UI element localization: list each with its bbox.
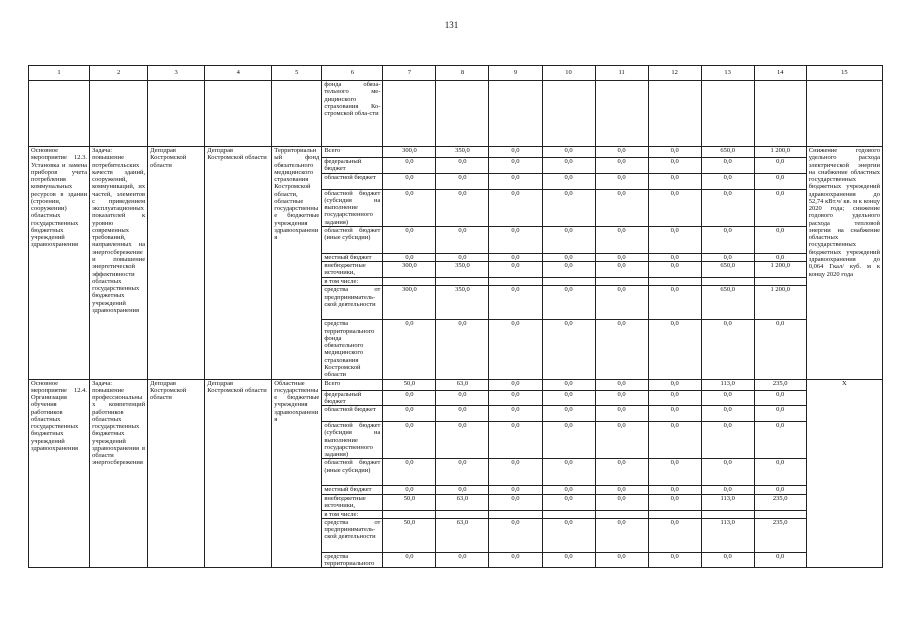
funding-value: 0,0 (648, 518, 701, 552)
funding-source: в том числе: (322, 278, 383, 286)
header-cell: 10 (542, 66, 595, 81)
funding-value: 650,0 (701, 286, 754, 320)
funding-source: в том числе: (322, 510, 383, 518)
funding-value: 0,0 (648, 189, 701, 226)
funding-source: Всего (322, 379, 383, 390)
funding-value: 0,0 (595, 459, 648, 486)
funding-value: 0,0 (383, 406, 436, 422)
funding-value: 235,0 (754, 494, 806, 510)
funding-value: 0,0 (595, 189, 648, 226)
funding-value: 0,0 (489, 422, 542, 459)
funding-value (542, 510, 595, 518)
funding-value: 235,0 (754, 379, 806, 390)
funding-value: 0,0 (542, 226, 595, 253)
funding-value: 113,0 (701, 379, 754, 390)
funding-value: 0,0 (701, 253, 754, 261)
funding-value: 0,0 (489, 189, 542, 226)
funding-source: федеральный бюджет (322, 390, 383, 406)
funding-value: 0,0 (542, 189, 595, 226)
funding-value: 0,0 (383, 226, 436, 253)
funding-value: 0,0 (701, 552, 754, 568)
block1-c5: Территориальный фонд обязательного медицинского страхования Костромской области, областные государственные бюджетные учреждения здравоохранения (272, 147, 322, 380)
funding-value (436, 510, 489, 518)
funding-value: 50,0 (383, 494, 436, 510)
funding-value: 0,0 (754, 552, 806, 568)
funding-value: 0,0 (648, 406, 701, 422)
funding-value: 0,0 (701, 320, 754, 379)
funding-value: 0,0 (648, 390, 701, 406)
funding-value (595, 278, 648, 286)
header-cell: 12 (648, 66, 701, 81)
funding-value: 0,0 (648, 158, 701, 174)
funding-value: 0,0 (754, 486, 806, 494)
header-cell: 15 (806, 66, 882, 81)
funding-value: 0,0 (701, 173, 754, 189)
funding-value: 0,0 (754, 253, 806, 261)
funding-value: 0,0 (489, 286, 542, 320)
funding-value: 0,0 (489, 406, 542, 422)
funding-source: областной бюджет (322, 173, 383, 189)
block1-c3: Депздрав Костромской области (148, 147, 205, 380)
funding-value: 0,0 (595, 379, 648, 390)
funding-value: 63,0 (436, 518, 489, 552)
funding-value: 0,0 (648, 494, 701, 510)
funding-value: 300,0 (383, 286, 436, 320)
funding-row (29, 379, 883, 390)
block2-c5: Областные государственные бюджетные учреждения здравоохранения (272, 379, 322, 568)
funding-value: 0,0 (701, 226, 754, 253)
funding-value: 0,0 (595, 320, 648, 379)
funding-value: 0,0 (648, 422, 701, 459)
block1-c2: Задача: повышение потребительских качеств зданий, сооружений, коммуникаций, их частей, элементов с приведением эксплуатационных показателей к уровню современных требований, направленных на энергосбережение и повышение энергетической эффективности областных государственных бюджетных учреждений здравоохранения (90, 147, 148, 380)
funding-value: 0,0 (489, 158, 542, 174)
funding-value: 0,0 (436, 173, 489, 189)
funding-value: 0,0 (648, 486, 701, 494)
funding-source: областной бюджет (субсидия на выполнение государственного задания) (322, 422, 383, 459)
funding-value: 0,0 (542, 459, 595, 486)
cell (148, 81, 205, 147)
funding-value: 0,0 (489, 147, 542, 158)
cell (383, 81, 436, 147)
header-cell: 14 (754, 66, 806, 81)
funding-value: 0,0 (489, 494, 542, 510)
funding-source: местный бюджет (322, 253, 383, 261)
funding-source: внебюджетные источники, (322, 494, 383, 510)
funding-value: 0,0 (542, 406, 595, 422)
funding-value: 0,0 (542, 286, 595, 320)
funding-value: 350,0 (436, 286, 489, 320)
funding-source: средства от предприниматель-ской деятельности (322, 518, 383, 552)
funding-value: 0,0 (489, 320, 542, 379)
funding-value: 0,0 (436, 158, 489, 174)
funding-value: 0,0 (542, 390, 595, 406)
funding-source: областной бюджет (иные субсидии) (322, 459, 383, 486)
cell (29, 81, 90, 147)
funding-value: 113,0 (701, 494, 754, 510)
funding-value: 0,0 (754, 320, 806, 379)
cell (595, 81, 648, 147)
header-cell: 7 (383, 66, 436, 81)
funding-value: 0,0 (489, 459, 542, 486)
cell (272, 81, 322, 147)
funding-value: 0,0 (542, 262, 595, 278)
block2-c3: Депздрав Костромской области (148, 379, 205, 568)
header-cell: 9 (489, 66, 542, 81)
funding-value: 300,0 (383, 262, 436, 278)
header-cell: 1 (29, 66, 90, 81)
funding-value: 0,0 (436, 422, 489, 459)
funding-value (383, 510, 436, 518)
block1-c4: Депздрав Костромской области (205, 147, 272, 380)
funding-value: 0,0 (648, 262, 701, 278)
funding-value: 0,0 (701, 422, 754, 459)
funding-value: 350,0 (436, 147, 489, 158)
funding-value: 0,0 (436, 320, 489, 379)
funding-value: 0,0 (595, 422, 648, 459)
funding-value: 0,0 (489, 486, 542, 494)
funding-value: 0,0 (595, 518, 648, 552)
funding-value: 0,0 (436, 552, 489, 568)
funding-value: 0,0 (648, 552, 701, 568)
funding-value: 0,0 (383, 422, 436, 459)
funding-source: средства территориального (322, 552, 383, 568)
funding-value: 0,0 (648, 173, 701, 189)
funding-value: 0,0 (489, 173, 542, 189)
funding-value: 0,0 (595, 226, 648, 253)
funding-value (648, 510, 701, 518)
funding-source: Всего (322, 147, 383, 158)
block1-c1: Основное мероприятие 12.3. Установка и замена приборов учета потребления коммунальных ресурсов в здании (строении, сооружении) областных государственных бюджетных учреждений здравоохранения (29, 147, 90, 380)
cell (648, 81, 701, 147)
funding-value: 0,0 (648, 286, 701, 320)
funding-value: 0,0 (595, 253, 648, 261)
funding-value (595, 510, 648, 518)
page-number: 131 (444, 20, 459, 30)
funding-value: 0,0 (648, 379, 701, 390)
funding-value: 113,0 (701, 518, 754, 552)
funding-value: 0,0 (595, 552, 648, 568)
header-cell: 13 (701, 66, 754, 81)
funding-value: 0,0 (595, 406, 648, 422)
funding-value: 0,0 (754, 422, 806, 459)
funding-value: 0,0 (542, 320, 595, 379)
funding-value: 0,0 (595, 262, 648, 278)
funding-value: 0,0 (648, 320, 701, 379)
cell (754, 81, 806, 147)
funding-source: внебюджетные источники, (322, 262, 383, 278)
funding-value: 0,0 (436, 253, 489, 261)
funding-source: областной бюджет (иные субсидии) (322, 226, 383, 253)
funding-value: 0,0 (595, 494, 648, 510)
header-cell: 4 (205, 66, 272, 81)
cell (806, 81, 882, 147)
funding-value: 300,0 (383, 147, 436, 158)
funding-value: 0,0 (383, 320, 436, 379)
funding-value: 650,0 (701, 147, 754, 158)
funding-value (701, 278, 754, 286)
funding-value (383, 278, 436, 286)
funding-source: местный бюджет (322, 486, 383, 494)
funding-value: 0,0 (542, 494, 595, 510)
funding-value: 0,0 (383, 173, 436, 189)
funding-value: 0,0 (595, 173, 648, 189)
funding-value: 1 200,0 (754, 286, 806, 320)
funding-value: 0,0 (754, 226, 806, 253)
header-cell: 2 (90, 66, 148, 81)
cell (205, 81, 272, 147)
funding-value: 0,0 (489, 253, 542, 261)
cell (542, 81, 595, 147)
funding-value: 0,0 (595, 147, 648, 158)
funding-value: 1 200,0 (754, 147, 806, 158)
funding-value: 0,0 (701, 158, 754, 174)
funding-value: 0,0 (648, 147, 701, 158)
funding-value: 0,0 (436, 486, 489, 494)
funding-source: федеральный бюджет (322, 158, 383, 174)
funding-value: 0,0 (489, 518, 542, 552)
funding-value: 0,0 (489, 379, 542, 390)
funding-value: 0,0 (489, 552, 542, 568)
block2-c4: Депздрав Костромской области (205, 379, 272, 568)
funding-value (436, 278, 489, 286)
funding-value: 0,0 (383, 253, 436, 261)
funding-row (29, 147, 883, 158)
funding-source: областной бюджет (субсидия на выполнение государственного задания) (322, 189, 383, 226)
funding-source-cell: фонда обяза-тельного ме-дицинского страхования Ко-стромской обла-сти (322, 81, 383, 147)
funding-value: 0,0 (383, 158, 436, 174)
block2-c2: Задача: повышение профессиональных компетенций работников областных государственных бюджетных учреждений здравоохранения в области энергосбережения (90, 379, 148, 568)
program-table (28, 65, 883, 568)
header-cell: 11 (595, 66, 648, 81)
funding-value: 0,0 (648, 253, 701, 261)
funding-value: 0,0 (754, 406, 806, 422)
funding-value (754, 510, 806, 518)
funding-value: 0,0 (595, 486, 648, 494)
funding-value: 50,0 (383, 518, 436, 552)
block2-result: Х (806, 379, 882, 568)
header-cell: 8 (436, 66, 489, 81)
funding-value (754, 278, 806, 286)
funding-value: 350,0 (436, 262, 489, 278)
funding-value: 0,0 (542, 518, 595, 552)
funding-value: 0,0 (383, 390, 436, 406)
funding-value: 50,0 (383, 379, 436, 390)
header-cell: 5 (272, 66, 322, 81)
funding-value (701, 510, 754, 518)
funding-value: 0,0 (542, 147, 595, 158)
funding-value: 0,0 (542, 173, 595, 189)
funding-value: 0,0 (436, 226, 489, 253)
funding-value: 0,0 (701, 459, 754, 486)
funding-value (489, 278, 542, 286)
header-row (29, 66, 883, 81)
funding-value: 0,0 (383, 552, 436, 568)
block2-c1: Основное мероприятие 12.4. Организация обучения работников областных государственных бюджетных учреждений здравоохранения (29, 379, 90, 568)
funding-value: 0,0 (542, 379, 595, 390)
funding-value: 0,0 (383, 189, 436, 226)
funding-value: 650,0 (701, 262, 754, 278)
funding-value: 0,0 (489, 262, 542, 278)
cell (436, 81, 489, 147)
funding-value: 63,0 (436, 494, 489, 510)
funding-value: 0,0 (754, 390, 806, 406)
funding-value: 235,0 (754, 518, 806, 552)
funding-value: 0,0 (436, 459, 489, 486)
funding-value: 0,0 (754, 459, 806, 486)
funding-value: 0,0 (542, 552, 595, 568)
funding-value: 63,0 (436, 379, 489, 390)
funding-value (542, 278, 595, 286)
funding-value: 0,0 (489, 390, 542, 406)
funding-value: 0,0 (701, 189, 754, 226)
funding-source: областной бюджет (322, 406, 383, 422)
funding-value: 0,0 (595, 286, 648, 320)
funding-source: средства от предприниматель-ской деятельности (322, 286, 383, 320)
cell (489, 81, 542, 147)
funding-value: 0,0 (648, 226, 701, 253)
funding-value: 0,0 (436, 390, 489, 406)
funding-value: 0,0 (436, 189, 489, 226)
funding-value: 0,0 (754, 158, 806, 174)
funding-value (648, 278, 701, 286)
cell (701, 81, 754, 147)
funding-value: 0,0 (542, 422, 595, 459)
funding-value: 0,0 (595, 390, 648, 406)
funding-value: 0,0 (701, 406, 754, 422)
funding-value: 0,0 (542, 158, 595, 174)
continuation-row (29, 81, 883, 147)
funding-value: 0,0 (754, 173, 806, 189)
funding-value: 0,0 (701, 390, 754, 406)
funding-value: 0,0 (383, 459, 436, 486)
funding-value: 0,0 (701, 486, 754, 494)
funding-value: 0,0 (754, 189, 806, 226)
funding-value: 0,0 (595, 158, 648, 174)
funding-value: 1 200,0 (754, 262, 806, 278)
funding-value: 0,0 (542, 486, 595, 494)
funding-value: 0,0 (489, 226, 542, 253)
funding-value: 0,0 (436, 406, 489, 422)
block1-result: Снижение годового удельного расхода электрической энергии на снабжение областных государственных бюджетных учреждений здравоохранения до 52,74 кВт.ч/ кв. м к концу 2020 года; снижение годового удельного расхода тепловой энергии на снабжение областных государственных бюджетных учреждений здравоохранения до 0,064 Гкал/ куб. м к концу 2020 года (806, 147, 882, 380)
header-cell: 6 (322, 66, 383, 81)
funding-value: 0,0 (648, 459, 701, 486)
funding-value: 0,0 (383, 486, 436, 494)
header-cell: 3 (148, 66, 205, 81)
cell (90, 81, 148, 147)
funding-source: средства территориального фонда обязательного медицинского страхования Костромской области (322, 320, 383, 379)
funding-value: 0,0 (542, 253, 595, 261)
funding-value (489, 510, 542, 518)
